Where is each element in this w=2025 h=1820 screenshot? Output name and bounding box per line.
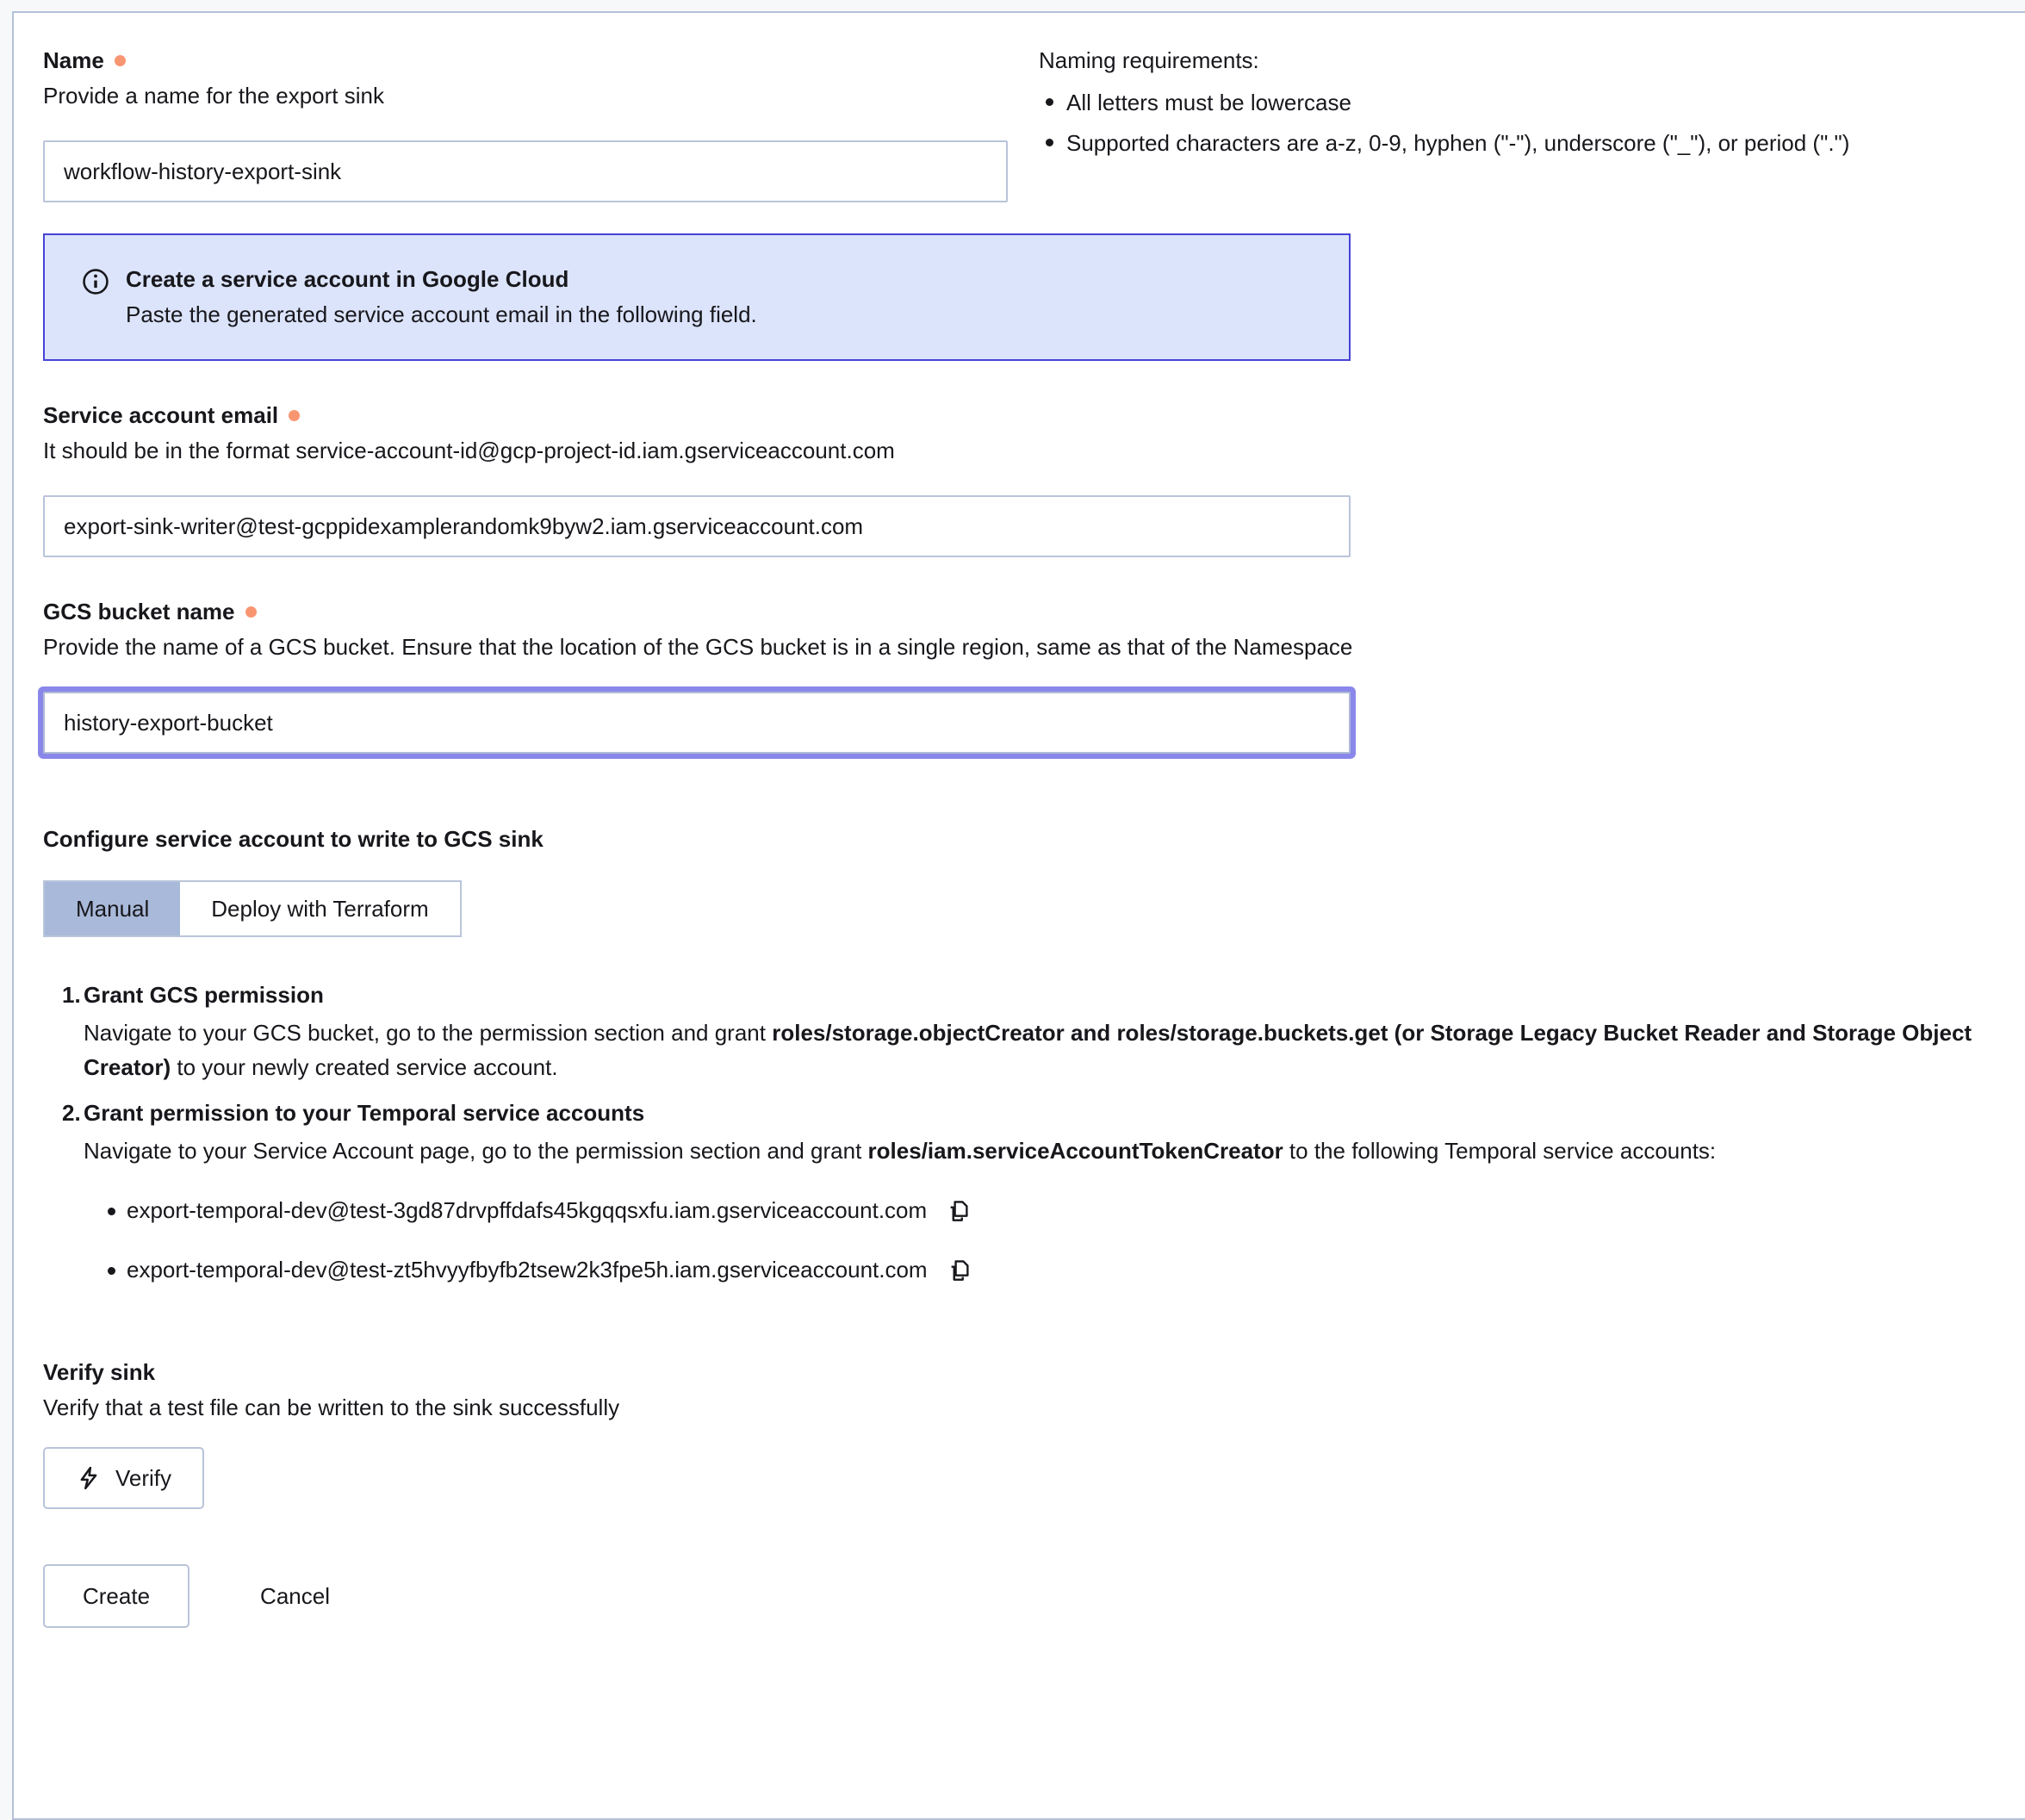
required-dot [115, 55, 126, 66]
copy-icon[interactable] [947, 1258, 972, 1283]
step-body-text: Navigate to your Service Account page, go to the permission section and grant [84, 1138, 868, 1164]
step-body [84, 1016, 1977, 1084]
required-dot [289, 410, 300, 421]
lightning-icon [76, 1465, 102, 1491]
step-grant-gcs-permission [43, 978, 1977, 1084]
name-input[interactable] [43, 140, 1008, 202]
gcs-bucket-input[interactable] [43, 692, 1351, 754]
naming-requirements [1039, 44, 1849, 202]
step-body-bold-text: roles/iam.serviceAccountTokenCreator [867, 1138, 1283, 1164]
naming-requirement-text: All letters must be lowercase [1066, 90, 1351, 115]
tab-manual[interactable]: Manual [45, 882, 180, 935]
info-icon [81, 267, 110, 296]
step-body-text: to the following Temporal service accounts: [1283, 1138, 1717, 1164]
step-grant-temporal-permission [43, 1096, 1977, 1168]
verify-sink-title: Verify sink [43, 1359, 156, 1385]
naming-requirement-text: Supported characters are a-z, 0-9, hyphen ("-"), underscore ("_"), or period (".") [1066, 130, 1850, 156]
temporal-account-row [108, 1194, 1977, 1227]
cancel-button[interactable]: Cancel [243, 1583, 347, 1610]
service-account-helper: It should be in the format service-account-id@gcp-project-id.iam.gserviceaccount.com [43, 438, 895, 463]
info-banner [43, 233, 1351, 361]
tab-deploy-with-terraform[interactable]: Deploy with Terraform [180, 882, 459, 935]
step-body [84, 1134, 1977, 1168]
gcs-bucket-helper: Provide the name of a GCS bucket. Ensure that the location of the GCS bucket is in a single region, same as that of the Namespace [43, 634, 1353, 660]
temporal-account-email: export-temporal-dev@test-3gd87drvpffdafs45kgqqsxfu.iam.gserviceaccount.com [127, 1197, 928, 1223]
service-account-section [43, 399, 2025, 557]
service-account-label: Service account email [43, 402, 279, 428]
temporal-service-accounts [43, 1194, 1977, 1287]
naming-requirements-title: Naming requirements: [1039, 47, 1259, 73]
gcs-bucket-section [43, 595, 2025, 754]
step-title-text: Grant GCS permission [84, 982, 324, 1008]
name-label: Name [43, 47, 104, 73]
step-title-text: Grant permission to your Temporal service accounts [84, 1100, 645, 1126]
step-body-text: to your newly created service account. [171, 1054, 558, 1080]
bullet-icon [1046, 139, 1053, 146]
verify-button-label: Verify [115, 1464, 172, 1491]
step-number: 1. [62, 982, 81, 1008]
step-number: 2. [62, 1100, 81, 1126]
form-actions [43, 1564, 2025, 1628]
bullet-icon [1046, 98, 1053, 106]
info-banner-body: Paste the generated service account email in the following field. [126, 301, 757, 327]
naming-requirement-item [1039, 86, 1849, 120]
bullet-icon [108, 1208, 115, 1215]
step-body-text: Navigate to your GCS bucket, go to the permission section and grant [84, 1020, 773, 1046]
name-section [43, 44, 2025, 202]
configure-title: Configure service account to write to GCS sink [43, 826, 544, 852]
step-body-bold-text: roles/storage.objectCreator and roles/storage.buckets.get (or Storage Legacy Bucket Reader and Storage Object Creator) [84, 1020, 1972, 1080]
create-button[interactable]: Create [43, 1564, 189, 1628]
manual-steps [43, 978, 1977, 1287]
bullet-icon [108, 1267, 115, 1275]
name-helper: Provide a name for the export sink [43, 83, 384, 109]
gcs-bucket-label: GCS bucket name [43, 599, 235, 624]
info-banner-title: Create a service account in Google Cloud [126, 266, 569, 292]
naming-requirement-item [1039, 127, 1849, 160]
temporal-account-row [108, 1253, 1977, 1287]
copy-icon[interactable] [946, 1198, 972, 1224]
configure-tabs [43, 880, 462, 937]
export-sink-form-panel [12, 11, 2025, 1820]
service-account-email-input[interactable] [43, 495, 1351, 557]
verify-sink-helper: Verify that a test file can be written to the sink successfully [43, 1395, 620, 1420]
required-dot [245, 606, 257, 618]
verify-button[interactable] [43, 1447, 204, 1509]
temporal-account-email: export-temporal-dev@test-zt5hvyyfbyfb2tsew2k3fpe5h.iam.gserviceaccount.com [127, 1257, 928, 1283]
